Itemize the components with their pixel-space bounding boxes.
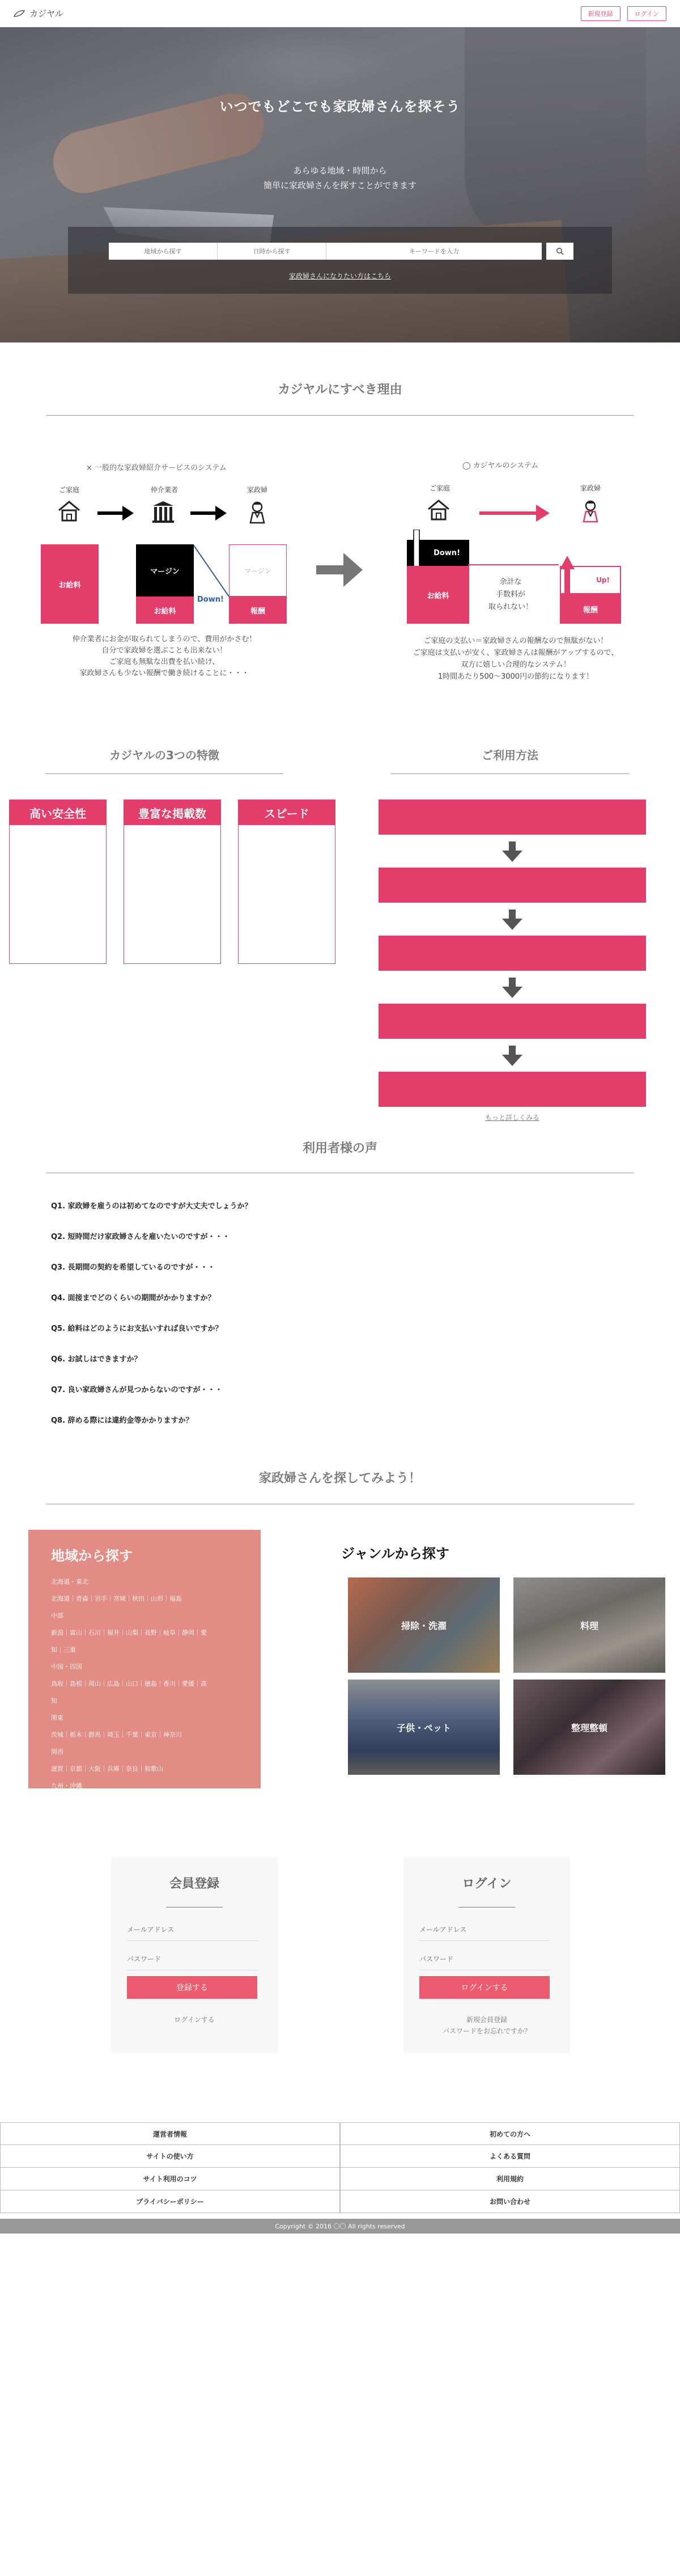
arrow-right-icon: [190, 506, 227, 521]
no-fee-line: 手数料が: [495, 590, 525, 599]
footer-link-howto[interactable]: サイトの使い方: [0, 2145, 340, 2167]
register-form: [111, 1857, 278, 2053]
area-prefectures[interactable]: 福岡｜佐賀｜長崎｜熊本｜大分｜宮崎｜鹿児島｜沖縄: [51, 1799, 201, 1807]
genre-card-cleaning[interactable]: [348, 1577, 500, 1673]
ghost-margin-box: マージン: [229, 544, 287, 597]
header-login-button[interactable]: ログイン: [627, 6, 666, 21]
faq-question[interactable]: Q8. 辞める際には違約金等かかりますか？: [51, 1416, 193, 1425]
node-maid-label: 家政婦: [580, 484, 601, 492]
faq-question[interactable]: Q6. お試しはできますか？: [51, 1355, 142, 1364]
leaf-logo-icon: [14, 10, 25, 17]
fee-box: お給料: [41, 544, 99, 624]
usage-step: [379, 1072, 646, 1107]
reason-title-rule: [46, 415, 634, 416]
area-search-title: 地域から探す: [51, 1548, 133, 1564]
faq-question[interactable]: Q4. 面接までどのくらいの期間がかかりますか？: [51, 1294, 215, 1302]
forgot-password-link[interactable]: パスワードをお忘れですか？: [442, 2027, 531, 2035]
site-header: [0, 0, 680, 27]
area-region: 関東: [51, 1714, 63, 1721]
register-submit-button[interactable]: 登録する: [127, 1976, 257, 1999]
pink-up-arrow-icon: [560, 556, 575, 595]
maid-icon: [578, 498, 603, 523]
agency-fee-box: お給料: [136, 597, 194, 624]
hero-section: [0, 27, 680, 342]
down-slope-line: [193, 544, 230, 598]
header-register-button[interactable]: 新規登録: [581, 6, 620, 21]
area-prefectures[interactable]: 知: [51, 1697, 57, 1704]
genre-card-label: 子供・ペット: [396, 1722, 451, 1733]
search-icon: [556, 247, 564, 255]
kajiyaru-caption: [385, 635, 646, 683]
area-prefectures[interactable]: 新潟｜富山｜石川｜福井｜山梨｜長野｜岐阜｜静岡｜愛: [51, 1629, 207, 1636]
footer-link-faq[interactable]: よくある質問: [340, 2145, 680, 2167]
feature-card-title: 高い安全性: [10, 800, 106, 825]
down-arrow-icon: [502, 910, 522, 930]
right-fee-box: お給料: [407, 566, 469, 624]
reason-title: カジヤルにすべき理由: [278, 383, 402, 397]
usage-title: ご利用方法: [482, 748, 538, 762]
search-button[interactable]: [546, 243, 573, 260]
caption-line: 双方に嬉しい合理的なシステム！: [461, 661, 571, 669]
area-search-input[interactable]: 地域から探す: [109, 243, 218, 260]
caption-line: ご家庭は支払いが安く、家政婦さんは報酬がアップするので、: [413, 649, 619, 657]
hero-subtitle: [0, 163, 680, 193]
usage-step: [379, 936, 646, 971]
login-password-field[interactable]: パスワード: [419, 1948, 551, 1970]
level-line: [468, 561, 559, 568]
no-fee-text: [479, 576, 542, 614]
usage-step: [379, 868, 646, 903]
caption-line: 1時間あたり500〜3000円の節約になります！: [437, 672, 594, 681]
conventional-system-label: × 一般的な家政婦紹介サービスのシステム: [86, 464, 227, 472]
date-search-input[interactable]: 日時から探す: [218, 243, 326, 260]
area-region: 中部: [51, 1612, 63, 1619]
login-submit-button[interactable]: ログインする: [419, 1976, 550, 1999]
features-title: カジヤルの3つの特徴: [109, 748, 219, 762]
genre-card-label: 料理: [580, 1620, 598, 1631]
usage-more-link[interactable]: もっと詳しくみる: [484, 1114, 539, 1122]
down-arrow-icon: [502, 1046, 522, 1066]
login-email-field[interactable]: メールアドレス: [419, 1918, 551, 1941]
area-region: 北海道・東北: [51, 1578, 88, 1585]
usage-title-rule: [391, 773, 629, 774]
margin-box: マージン: [136, 544, 194, 597]
register-login-link[interactable]: ログインする: [174, 2016, 215, 2024]
faq-question[interactable]: Q5. 給料はどのようにお支払いすれば良いですか？: [51, 1325, 223, 1333]
node-home-label: ご家庭: [429, 484, 450, 492]
area-prefectures[interactable]: 知｜三重: [51, 1646, 76, 1653]
kajiyaru-system-label: ◯ カジヤルのシステム: [462, 462, 539, 470]
genre-card-label: 掃除・洗濯: [401, 1620, 447, 1631]
area-prefectures[interactable]: 滋賀｜京都｜大阪｜兵庫｜奈良｜和歌山: [51, 1765, 163, 1773]
keyword-search-input[interactable]: キーワードを入力: [326, 243, 542, 260]
register-password-field[interactable]: パスワード: [127, 1948, 258, 1970]
feature-card-speed: [238, 800, 335, 964]
hero-title: いつでもどこでも家政婦さんを探そう: [219, 99, 461, 115]
usage-step: [379, 1004, 646, 1039]
right-down-box: Down!: [407, 540, 469, 566]
down-arrow-icon: [502, 841, 522, 862]
conventional-caption: [34, 634, 295, 679]
building-icon: [151, 499, 176, 524]
voices-title: 利用者様の声: [302, 1141, 377, 1156]
caption-line: ご家庭の支払い＝家政婦さんの報酬なので無駄がない！: [423, 637, 608, 645]
footer-link-contact[interactable]: お問い合わせ: [340, 2190, 680, 2213]
usage-step: [379, 800, 646, 835]
down-arrow-icon: [502, 978, 522, 998]
node-home-label: ご家庭: [58, 486, 79, 494]
footer-link-terms[interactable]: 利用規約: [340, 2168, 680, 2190]
house-icon: [426, 498, 451, 523]
big-arrow-right-icon: [316, 553, 363, 587]
caption-line: 仲介業者にお金が取られてしまうので、費用がかさむ！: [72, 635, 257, 644]
login-form-title: ログイン: [462, 1877, 512, 1891]
faq-question[interactable]: Q7. 良い家政婦さんが見つからないのですが・・・: [51, 1386, 223, 1394]
become-maid-link[interactable]: 家政婦さんになりたい方はこちら: [288, 272, 391, 280]
node-agency-label: 仲介業者: [150, 486, 178, 494]
caption-line: ご家庭も無駄な出費を払い続け、: [109, 658, 220, 666]
footer-link-beginners[interactable]: 初めての方へ: [340, 2123, 680, 2144]
footer-link-operator[interactable]: 運営者情報: [0, 2123, 340, 2144]
login-register-link[interactable]: 新規会員登録: [466, 2016, 507, 2024]
faq-question[interactable]: Q3. 長期間の契約を希望しているのですが・・・: [51, 1263, 215, 1272]
maid-icon: [245, 499, 270, 524]
area-prefectures[interactable]: 鳥取｜島根｜岡山｜広島｜山口｜徳島｜香川｜愛媛｜高: [51, 1680, 207, 1687]
arrow-right-icon: [97, 506, 134, 521]
genre-card-childcare[interactable]: [348, 1680, 500, 1775]
faq-question[interactable]: Q1. 家政婦を雇うのは初めてなのですが大丈夫でしょうか？: [51, 1202, 252, 1211]
genre-card-organizing[interactable]: [513, 1680, 665, 1775]
area-prefectures[interactable]: 茨城｜栃木｜群馬｜埼玉｜千葉｜東京｜神奈川: [51, 1731, 182, 1739]
caption-line: 家政婦さんも少ない報酬で働き続けることに・・・: [79, 669, 249, 678]
register-form-title: 会員登録: [169, 1877, 219, 1891]
feature-card-safety: [9, 800, 107, 964]
site-logo[interactable]: [14, 7, 63, 19]
area-region: 関西: [51, 1748, 63, 1756]
genre-card-label: 整理整頓: [571, 1722, 607, 1733]
house-icon: [57, 499, 82, 524]
genre-card-cooking[interactable]: [513, 1577, 665, 1673]
pink-arrow-right-icon: [479, 505, 550, 522]
features-title-rule: [45, 773, 283, 774]
area-prefectures[interactable]: 北海道｜青森｜岩手｜宮城｜秋田｜山形｜福島: [51, 1595, 182, 1602]
area-region: 九州・沖縄: [51, 1782, 82, 1790]
caption-line: 自分で家政婦を選ぶことも出来ない！: [101, 646, 227, 655]
node-maid-label: 家政婦: [246, 486, 267, 494]
genre-search-title: ジャンルから探す: [341, 1546, 449, 1562]
search-panel: [68, 227, 612, 294]
copyright: Copyright © 2016 〇〇 All rights reserved: [0, 2219, 680, 2234]
register-email-field[interactable]: メールアドレス: [127, 1918, 258, 1941]
feature-card-title: スピード: [239, 800, 335, 825]
footer-link-privacy[interactable]: プライバシーポリシー: [0, 2190, 340, 2213]
faq-question[interactable]: Q2. 短時間だけ家政婦さんを雇いたいのですが・・・: [51, 1233, 230, 1241]
footer-nav: [0, 2122, 680, 2213]
feature-card-listings: [124, 800, 221, 964]
reward-box: 報酬: [229, 597, 287, 624]
hero-subtitle-line-2: 簡単に家政婦さんを探すことができます: [263, 180, 416, 191]
footer-link-tips[interactable]: サイト利用のコツ: [0, 2168, 340, 2190]
up-box: Up!: [560, 566, 621, 594]
right-reward-box: 報酬: [560, 594, 621, 624]
feature-card-title: 豊富な掲載数: [124, 800, 220, 825]
hero-subtitle-line-1: あらゆる地域・時間から: [293, 166, 387, 176]
find-title: 家政婦さんを探してみよう！: [258, 1471, 421, 1486]
area-region: 中国・四国: [51, 1663, 82, 1670]
login-form: [403, 1857, 570, 2053]
left-down-text: Down!: [197, 595, 224, 604]
area-search-panel: [28, 1530, 261, 1807]
no-fee-line: 余計な: [499, 578, 522, 586]
logo-text: カジヤル: [29, 9, 63, 19]
no-fee-line: 取られない！: [488, 603, 533, 611]
